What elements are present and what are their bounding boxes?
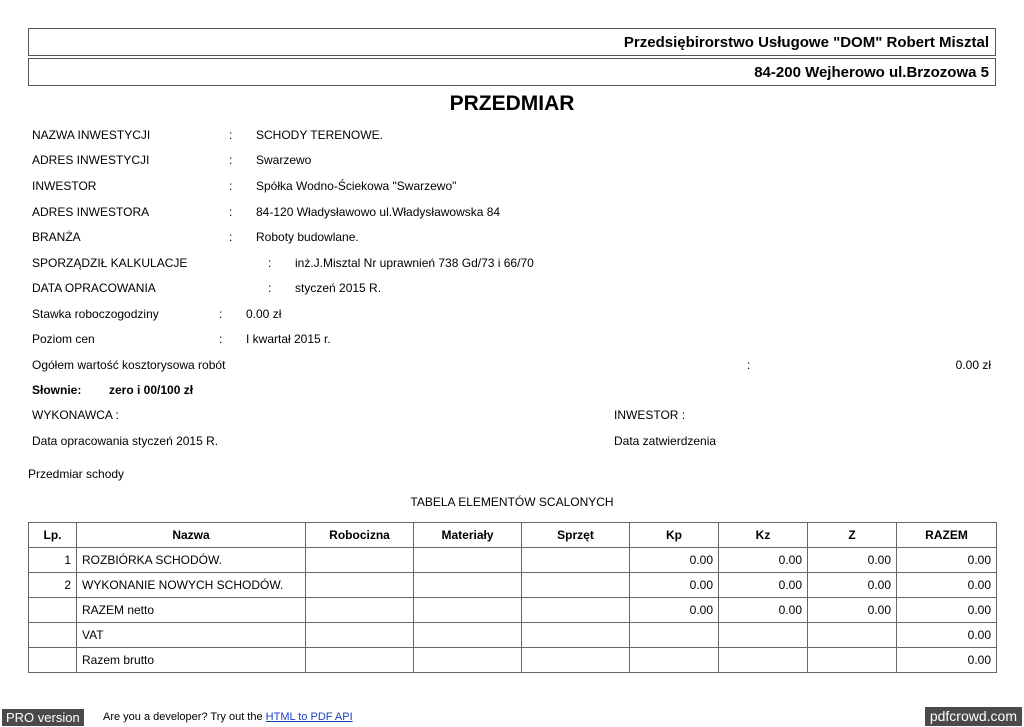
cell xyxy=(522,548,630,573)
cell-lp: 2 xyxy=(29,573,77,598)
pro-version-badge[interactable]: PRO version xyxy=(2,709,84,726)
cell-name: RAZEM netto xyxy=(77,598,306,623)
info-value: SCHODY TERENOWE. xyxy=(256,128,383,142)
info-sep: : xyxy=(219,332,223,346)
cell-name: WYKONANIE NOWYCH SCHODÓW. xyxy=(77,573,306,598)
cell xyxy=(719,623,808,648)
info-value: styczeń 2015 R. xyxy=(295,281,382,295)
table-row xyxy=(29,648,997,673)
info-sep: : xyxy=(747,358,751,372)
cell: 0.00 xyxy=(897,573,997,598)
cell xyxy=(522,573,630,598)
prep-date: Data opracowania styczeń 2015 R. xyxy=(32,434,219,448)
cell-lp xyxy=(29,623,77,648)
cell xyxy=(306,598,414,623)
cell: 0.00 xyxy=(719,598,808,623)
table-row xyxy=(29,598,997,623)
info-label: Ogółem wartość kosztorysowa robót xyxy=(32,358,226,372)
info-label: NAZWA INWESTYCJI xyxy=(32,128,151,142)
cell xyxy=(630,648,719,673)
info-label: DATA OPRACOWANIA xyxy=(32,281,156,295)
info-value: Roboty budowlane. xyxy=(256,230,359,244)
company-address-box xyxy=(28,58,996,86)
info-label: Stawka roboczogodziny xyxy=(32,307,159,321)
info-label: SPORZĄDZIŁ KALKULACJE xyxy=(32,256,188,270)
col-header: Kz xyxy=(719,523,808,548)
info-sep: : xyxy=(268,281,272,295)
table-header-row xyxy=(29,523,997,548)
cell-name: ROZBIÓRKA SCHODÓW. xyxy=(77,548,306,573)
cell xyxy=(522,623,630,648)
cell-name: VAT xyxy=(77,623,306,648)
info-sep: : xyxy=(219,307,223,321)
cell: 0.00 xyxy=(719,573,808,598)
table-row xyxy=(29,573,997,598)
col-header: Robocizna xyxy=(306,523,414,548)
cell xyxy=(808,648,897,673)
cell xyxy=(306,623,414,648)
cell xyxy=(306,648,414,673)
cell-lp xyxy=(29,648,77,673)
cell: 0.00 xyxy=(719,548,808,573)
cell xyxy=(522,648,630,673)
company-name-box xyxy=(28,28,996,56)
elements-table xyxy=(28,522,997,673)
cell xyxy=(414,648,522,673)
cell: 0.00 xyxy=(897,598,997,623)
info-value: Swarzewo xyxy=(256,153,312,167)
cell xyxy=(808,623,897,648)
info-sep: : xyxy=(229,153,233,167)
cell xyxy=(414,623,522,648)
cell: 0.00 xyxy=(630,573,719,598)
developer-promo xyxy=(103,711,353,723)
document-title: PRZEDMIAR xyxy=(449,92,575,115)
info-label: Poziom cen xyxy=(32,332,95,346)
cell-name: Razem brutto xyxy=(77,648,306,673)
cell-lp: 1 xyxy=(29,548,77,573)
cell: 0.00 xyxy=(808,573,897,598)
cell xyxy=(306,573,414,598)
info-label: BRANŻA xyxy=(32,230,81,244)
cell: 0.00 xyxy=(630,598,719,623)
info-value: inż.J.Misztal Nr uprawnień 738 Gd/73 i 66/70 xyxy=(295,256,534,270)
info-sep: : xyxy=(229,205,233,219)
info-value: Spółka Wodno-Ściekowa "Swarzewo" xyxy=(256,179,457,193)
info-value: 84-120 Władysławowo ul.Władysławowska 84 xyxy=(256,205,501,219)
info-sep: : xyxy=(268,256,272,270)
col-header: RAZEM xyxy=(897,523,997,548)
cell xyxy=(306,548,414,573)
developer-text: Are you a developer? Try out the xyxy=(103,711,266,723)
cell xyxy=(414,598,522,623)
contractor-label: WYKONAWCA : xyxy=(32,408,119,422)
info-sep: : xyxy=(229,128,233,142)
subtitle: Przedmiar schody xyxy=(28,467,125,481)
approval-date: Data zatwierdzenia xyxy=(614,434,717,448)
col-header: Kp xyxy=(630,523,719,548)
table-row xyxy=(29,623,997,648)
company-address: 84-200 Wejherowo ul.Brzozowa 5 xyxy=(754,63,989,81)
col-header: Sprzęt xyxy=(522,523,630,548)
info-label: INWESTOR xyxy=(32,179,97,193)
pdfcrowd-brand[interactable]: pdfcrowd.com xyxy=(925,707,1022,726)
table-row xyxy=(29,548,997,573)
html-to-pdf-link[interactable]: HTML to PDF API xyxy=(265,711,353,723)
col-header: Lp. xyxy=(29,523,77,548)
cell: 0.00 xyxy=(808,548,897,573)
info-label: ADRES INWESTORA xyxy=(32,205,150,219)
cell xyxy=(414,548,522,573)
col-header: Materiały xyxy=(414,523,522,548)
investor-label: INWESTOR : xyxy=(614,408,686,422)
cell-lp xyxy=(29,598,77,623)
table-caption: TABELA ELEMENTÓW SCALONYCH xyxy=(410,495,614,509)
cell: 0.00 xyxy=(808,598,897,623)
cell xyxy=(719,648,808,673)
info-value: 0.00 zł xyxy=(246,307,282,321)
info-sep: : xyxy=(229,179,233,193)
cell xyxy=(414,573,522,598)
info-value: I kwartał 2015 r. xyxy=(246,332,331,346)
cell: 0.00 xyxy=(897,623,997,648)
company-name: Przedsiębirorstwo Usługowe "DOM" Robert Misztal xyxy=(623,33,989,51)
col-header: Nazwa xyxy=(77,523,306,548)
info-label: ADRES INWESTYCJI xyxy=(32,153,150,167)
cell xyxy=(630,623,719,648)
cell: 0.00 xyxy=(897,548,997,573)
words-value: zero i 00/100 zł xyxy=(109,383,194,397)
col-header: Z xyxy=(808,523,897,548)
info-value: 0.00 zł xyxy=(955,358,991,372)
words-label: Słownie: xyxy=(32,383,82,397)
cell xyxy=(522,598,630,623)
cell: 0.00 xyxy=(630,548,719,573)
cell: 0.00 xyxy=(897,648,997,673)
info-sep: : xyxy=(229,230,233,244)
